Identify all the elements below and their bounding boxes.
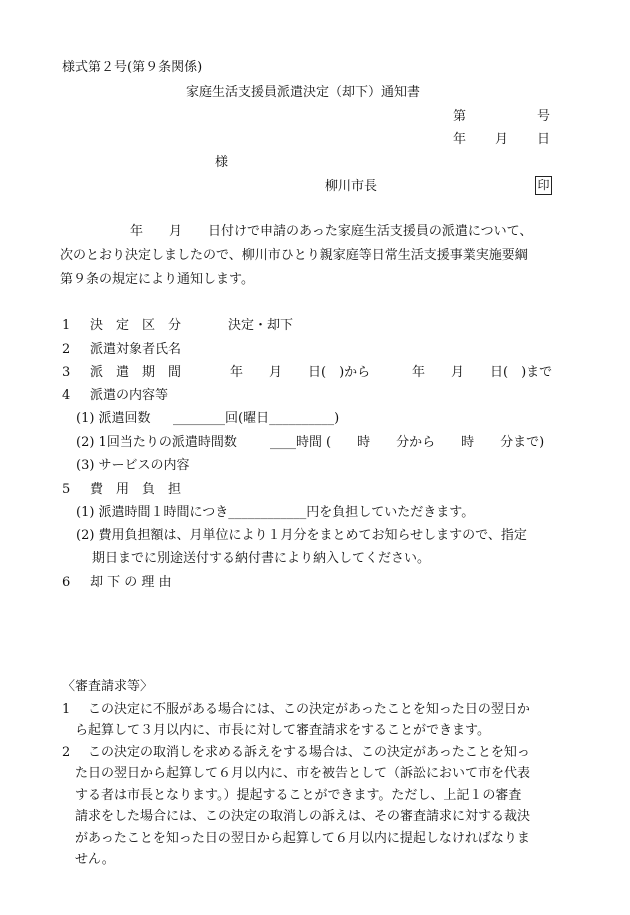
appeal-1-line-1: この決定に不服がある場合には、この決定があったことを知った日の翌日か [88,702,530,717]
intro-line-3: 第９条の規定により通知します。 [60,272,254,287]
item-2-number: 2 [62,342,71,357]
item-3-to: 年 月 日( )まで [412,365,553,380]
seal-mark: 印 [535,176,552,195]
item-1-value: 決定・却下 [228,318,294,333]
item-5-2-line-1: (2) 費用負担額は、月単位により１月分をまとめてお知らせしますので、指定 [76,528,527,543]
intro-line-2: 次のとおり決定しましたので、柳川市ひとり親家庭等日常生活支援事業実施要綱 [60,248,528,263]
appeal-1-number: 1 [62,702,71,717]
appeal-2-number: 2 [62,745,71,760]
document-title: 家庭生活支援員派遣決定（却下）通知書 [186,85,421,100]
issuer-name: 柳川市長 [325,179,378,194]
intro-line-1: 年 月 日付けで申請のあった家庭生活支援員の派遣について、 [130,224,533,239]
item-5-number: 5 [62,482,71,497]
appeal-2-line-5: があったことを知った日の翌日から起算して６月以内に提起しなければなりま [75,831,530,846]
item-4-2-time-range: ( 時 分から 時 分まで) [326,435,545,450]
appeal-2-line-2: た日の翌日から起算して６月以内に、市を被告として（訴訟において市を代表 [75,766,531,781]
item-3-number: 3 [62,365,71,380]
doc-number-suffix: 号 [537,109,551,124]
item-2-label: 派遣対象者氏名 [90,342,182,357]
item-6-number: 6 [62,575,71,590]
appeal-2-line-6: せん。 [75,852,115,867]
item-3-label: 派 遣 期 間 [90,365,182,380]
date-month: 月 [495,132,509,147]
item-4-2-hours: ____時間 [270,435,323,450]
appeal-2-line-1: この決定の取消しを求める訴えをする場合は、この決定があったことを知っ [88,745,530,760]
item-6-label: 却 下 の 理 由 [90,575,172,590]
item-4-number: 4 [62,388,71,403]
appeal-heading: 〈審査請求等〉 [62,679,154,694]
doc-number-prefix: 第 [453,109,467,124]
date-day: 日 [537,132,551,147]
form-number: 様式第２号(第９条関係) [62,60,203,75]
addressee-sama: 様 [215,155,229,170]
item-3-from: 年 月 日( )から [230,365,371,380]
item-4-3-label: (3) サービスの内容 [76,458,190,473]
appeal-1-line-2: ら起算して３月以内に、市長に対して審査請求をすることができます。 [75,723,490,738]
appeal-2-line-3: する者は市長となります。）提起することができます。ただし、上記１の審査 [75,788,522,803]
date-year: 年 [453,132,467,147]
item-5-2-line-2: 期日までに別途送付する納付書により納入してください。 [92,551,431,566]
item-4-label: 派遣の内容等 [90,388,169,403]
item-5-1-text: (1) 派遣時間１時間につき____________円を負担していただきます。 [76,505,475,520]
item-4-2-label: (2) 1回当たりの派遣時間数 [76,435,237,450]
item-4-1-label: (1) 派遣回数 [76,411,151,426]
item-5-label: 費 用 負 担 [90,482,182,497]
appeal-2-line-4: 請求をした場合には、この決定の取消しの訴えは、その審査請求に対する裁決 [75,809,531,824]
item-1-number: 1 [62,318,71,333]
item-1-label: 決 定 区 分 [90,318,182,333]
item-4-1-value: ________回(曜日__________) [173,411,340,426]
